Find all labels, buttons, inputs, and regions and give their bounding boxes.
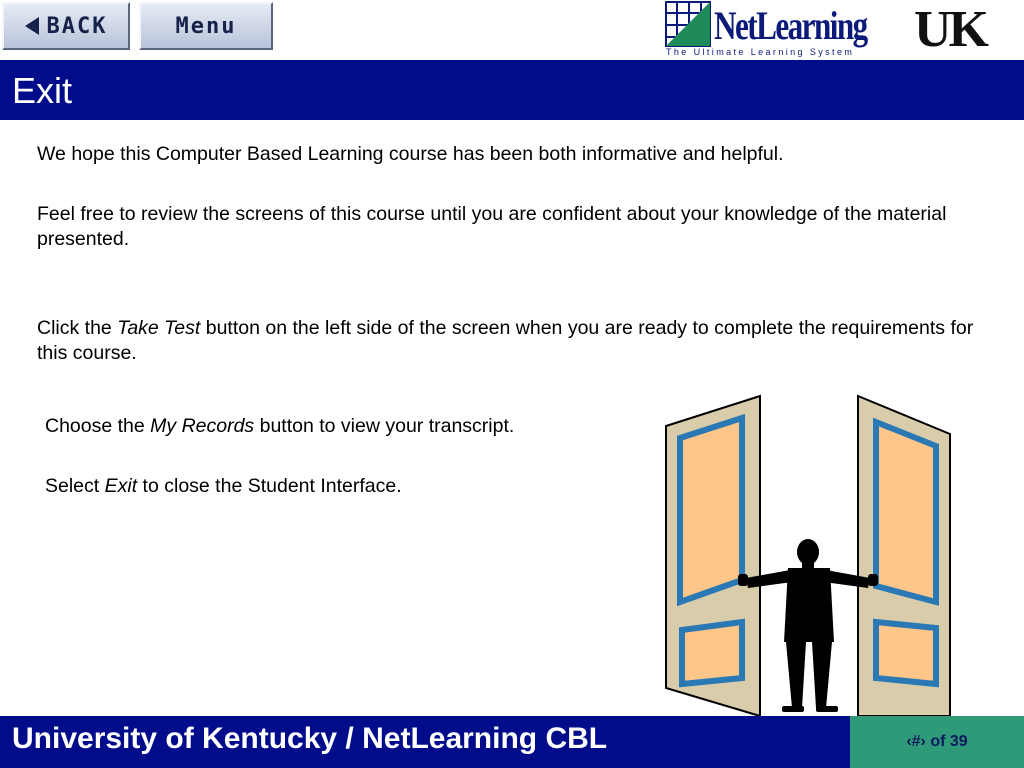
exit-text-after: to close the Student Interface. bbox=[137, 475, 402, 497]
left-door bbox=[666, 396, 760, 716]
title-bar bbox=[0, 60, 1024, 120]
exit-text-before: Select bbox=[45, 475, 105, 497]
back-button[interactable] bbox=[2, 2, 130, 50]
intro-paragraph bbox=[37, 142, 997, 167]
page-current: ‹#› bbox=[906, 733, 926, 750]
take-test-emphasis: Take Test bbox=[117, 317, 201, 339]
review-text: Feel free to review the screens of this course until you are confident about your knowledge of the material presented. bbox=[37, 203, 947, 250]
back-button-label: BACK bbox=[46, 13, 108, 39]
my-records-text-before: Choose the bbox=[45, 415, 151, 437]
take-test-text-before: Click the bbox=[37, 317, 118, 339]
review-paragraph bbox=[37, 202, 997, 252]
page-total: 39 bbox=[949, 733, 968, 750]
take-test-paragraph bbox=[37, 316, 997, 366]
take-test-text-after: button on the left side of the screen when you are ready to complete the requirements for this course. bbox=[37, 317, 974, 364]
menu-button[interactable] bbox=[139, 2, 273, 50]
my-records-paragraph bbox=[45, 414, 645, 439]
uk-logo: UK bbox=[914, 1, 986, 58]
exit-paragraph bbox=[45, 474, 645, 499]
back-arrow-icon bbox=[25, 17, 39, 35]
footer-title: University of Kentucky / NetLearning CBL bbox=[12, 722, 608, 755]
my-records-emphasis: My Records bbox=[150, 415, 255, 437]
my-records-text-after: button to view your transcript. bbox=[254, 415, 515, 437]
right-door bbox=[858, 396, 950, 716]
exit-emphasis: Exit bbox=[104, 475, 138, 497]
intro-text: We hope this Computer Based Learning course has been both informative and helpful. bbox=[37, 143, 784, 165]
page-title: Exit bbox=[12, 70, 73, 111]
netlearning-logo-name: NetLearning bbox=[714, 3, 867, 48]
netlearning-logo bbox=[664, 0, 878, 60]
menu-button-label: Menu bbox=[175, 13, 237, 39]
netlearning-logo-tagline: The Ultimate Learning System bbox=[666, 47, 855, 57]
page-counter bbox=[850, 733, 1024, 751]
page-separator: of bbox=[925, 733, 950, 750]
open-doors-illustration bbox=[660, 390, 960, 718]
